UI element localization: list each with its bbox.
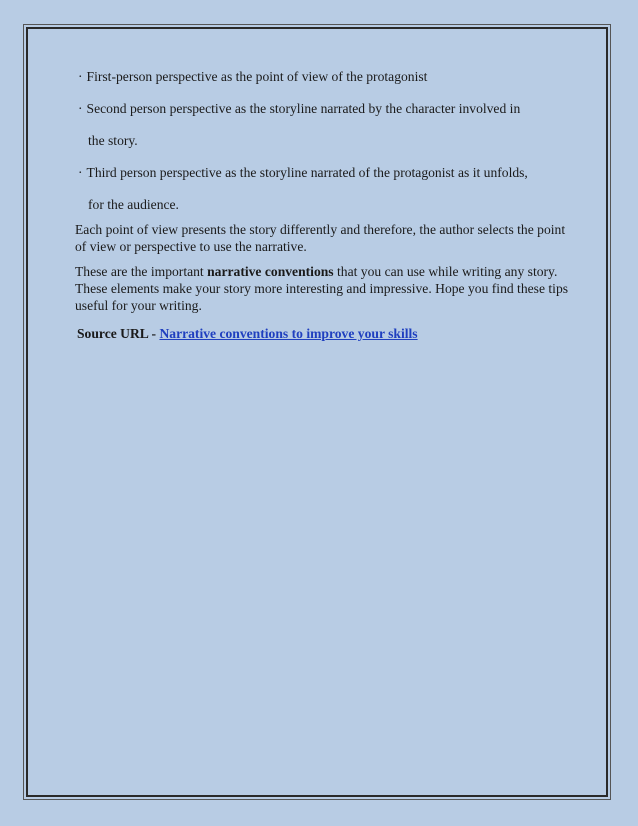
paragraph-conventions: [75, 263, 570, 314]
bullet-marker: ·: [78, 101, 83, 116]
bullet-item-third-person: [75, 164, 570, 213]
paragraph-text: that you can use while writing any story. These elements make your story more interesting and impressive. Hope you find these tips useful for your writing.: [75, 264, 569, 313]
bullet-text: First-person perspective as the point of view of the protagonist: [86, 69, 428, 84]
source-line: [75, 325, 570, 342]
bullet-marker: ·: [78, 165, 83, 180]
bullet-text: Second person perspective as the storyline narrated by the character involved in: [86, 101, 521, 116]
bullet-item-first-person: [75, 68, 570, 85]
bullet-text-continued: the story.: [88, 133, 138, 148]
bullet-text-continued: for the audience.: [88, 197, 179, 212]
source-label: Source URL -: [77, 326, 160, 341]
bold-phrase: narrative conventions: [207, 264, 334, 279]
document-body: [75, 68, 570, 342]
source-link[interactable]: Narrative conventions to improve your skills: [159, 326, 418, 341]
bullet-item-second-person: [75, 100, 570, 149]
paragraph-point-of-view: Each point of view presents the story differently and therefore, the author selects the point of view or perspective to use the narrative.: [75, 222, 566, 254]
bullet-marker: ·: [78, 69, 83, 84]
bullet-text: Third person perspective as the storyline narrated of the protagonist as it unfolds,: [86, 165, 528, 180]
paragraph-text: These are the important: [75, 264, 208, 279]
